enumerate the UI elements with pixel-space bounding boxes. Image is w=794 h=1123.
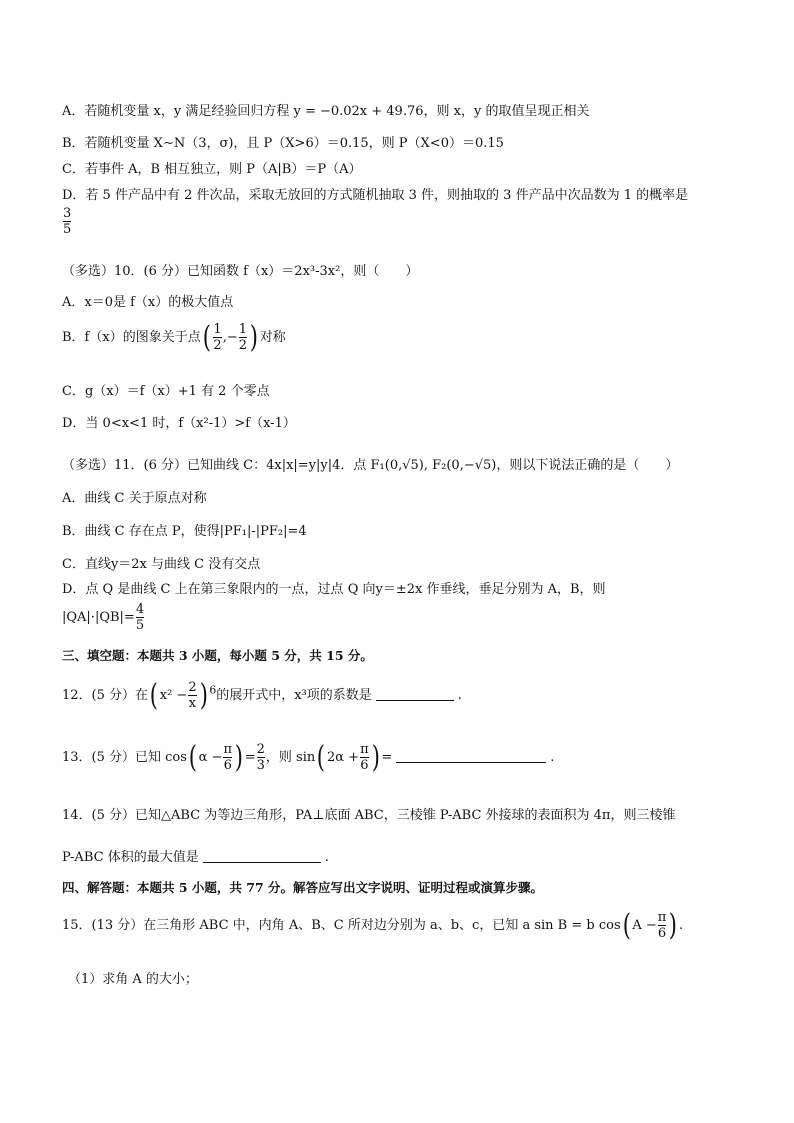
q11-option-d: D．点 Q 是曲线 C 上在第三象限内的一点，过点 Q 向y＝±2x 作垂线，垂足分别为 A，B，则	[62, 582, 606, 597]
q10-option-c: C．g（x）＝f（x）+1 有 2 个零点	[62, 384, 270, 399]
section-4-heading: 四、解答题：本题共 5 小题，共 77 分。解答应写出文字说明、证明过程或演算步骤。	[62, 880, 544, 895]
q9-option-b: B．若随机变量 X∼N（3，σ)，且 P（X>6）＝0.15，则 P（X<0）＝0.15	[62, 136, 504, 151]
q12: 12．(5 分）在( x² − $\frac{2}{x}$ ) $^6$的展开式中，x³项的系数是 .	[62, 678, 462, 713]
q11-option-c: C．直线y＝2x 与曲线 C 没有交点	[62, 557, 261, 572]
q11-option-a: A．曲线 C 关于原点对称	[62, 491, 207, 506]
q14-line-2: P-ABC 体积的最大值是 .	[62, 850, 329, 865]
q10-stem: （多选）10．(6 分）已知函数 f（x）＝2x³-3x²，则（ ）	[62, 264, 419, 279]
q9-option-d-fraction: $\frac{3}{5}$	[63, 206, 72, 237]
q11-option-d-expr: |QA|·|QB|= $\frac{4}{5}$	[62, 602, 145, 633]
q9-option-d: D．若 5 件产品中有 2 件次品，采取无放回的方式随机抽取 3 件，则抽取的 3 件产品中次品数为 1 的概率是	[62, 188, 689, 203]
q12-answer-blank[interactable]	[376, 686, 454, 701]
q14-line-1: 14．(5 分）已知△ABC 为等边三角形，PA⊥底面 ABC，三棱锥 P-ABC 外接球的表面积为 4π，则三棱锥	[62, 808, 676, 823]
q9-option-c: C．若事件 A，B 相互独立，则 P（A|B）＝P（A）	[62, 162, 362, 177]
q10-option-a: A．x＝0是 f（x）的极大值点	[62, 295, 234, 310]
q11-option-b: B．曲线 C 存在点 P，使得|PF₁|-|PF₂|=4	[62, 524, 307, 539]
q13-answer-blank[interactable]	[396, 748, 546, 763]
q10-option-b: B．f（x）的图象关于点( $\frac{1}{2}$ ,− $\frac{1}{2}$ ) 对称	[62, 320, 286, 355]
q13: 13．(5 分）已知 cos( α − $\frac{\pi}{6}$ ) = $\frac{2}{3}$ ，则 sin( 2α + $\frac{\pi}{6}$ ) = .	[62, 740, 555, 775]
q10-option-d: D．当 0<x<1 时，f（x²-1）>f（x-1）	[62, 416, 296, 431]
q15-subquestion-1: （1）求角 A 的大小；	[68, 972, 198, 987]
q11-stem: （多选）11．(6 分）已知曲线 C：4x|x|=y|y|4．点 F₁(0,√5), F₂(0,−√5)，则以下说法正确的是（ ）	[62, 458, 679, 473]
q15-stem: 15．(13 分）在三角形 ABC 中，内角 A、B、C 所对边分别为 a、b、c，已知 a sin B = b cos( A − $\frac{\pi}{6}$ ) .	[62, 908, 684, 943]
q14-answer-blank[interactable]	[203, 848, 321, 863]
q9-option-a: A．若随机变量 x，y 满足经验回归方程 y = −0.02x + 49.76，则 x，y 的取值呈现正相关	[62, 104, 590, 119]
section-3-heading: 三、填空题：本题共 3 小题，每小题 5 分，共 15 分。	[62, 648, 373, 663]
